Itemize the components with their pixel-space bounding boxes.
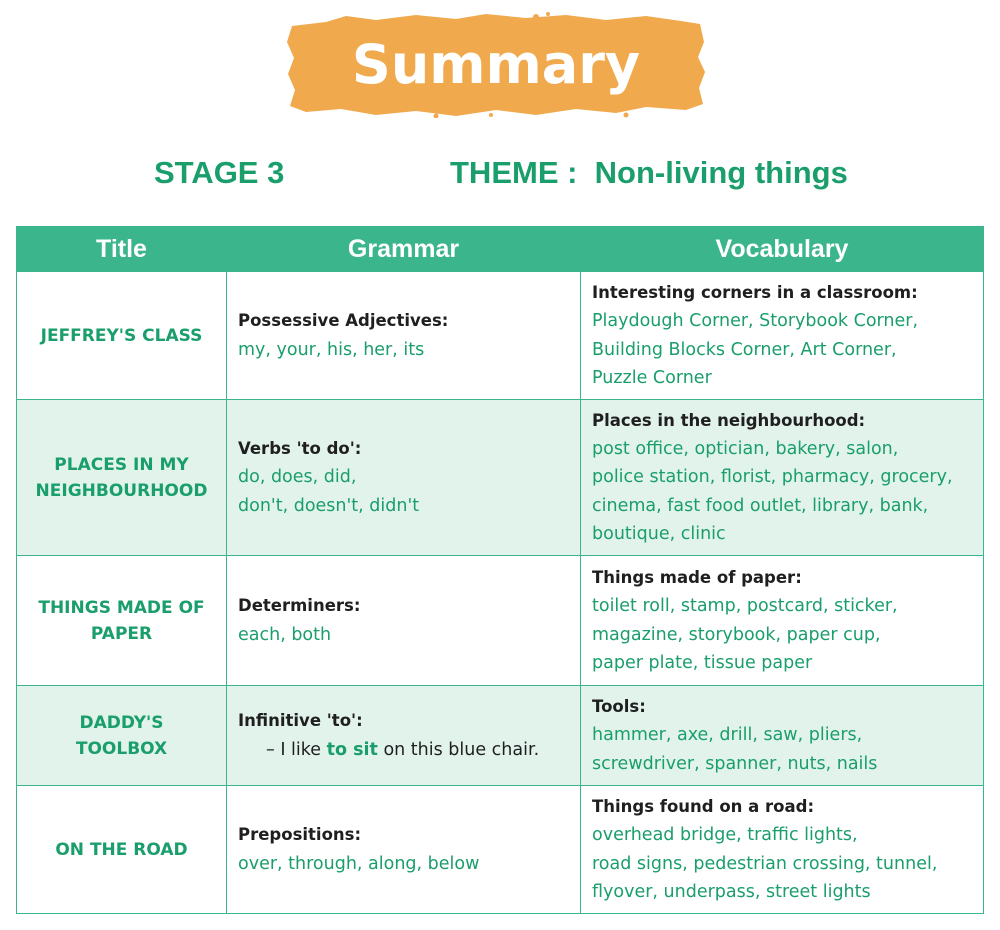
vocabulary-cell xyxy=(581,556,984,686)
row-title: ON THE ROAD xyxy=(17,786,227,914)
column-header-grammar: Grammar xyxy=(227,227,581,272)
theme-label: THEME : xyxy=(450,155,578,190)
stage-label: STAGE 3 xyxy=(154,155,285,190)
row-title: JEFFREY'S CLASS xyxy=(17,272,227,400)
vocabulary-heading: Things found on a road: xyxy=(592,796,815,816)
row-title: DADDY'S TOOLBOX xyxy=(17,686,227,786)
table-header-row xyxy=(17,227,984,272)
vocabulary-line: Puzzle Corner xyxy=(592,367,712,388)
vocabulary-line: police station, florist, pharmacy, grocery, xyxy=(592,467,953,488)
example-prefix: – I like xyxy=(266,739,327,760)
vocabulary-line: paper plate, tissue paper xyxy=(592,652,813,673)
grammar-cell xyxy=(227,786,581,914)
vocabulary-line: Playdough Corner, Storybook Corner, xyxy=(592,311,919,332)
grammar-line: don't, doesn't, didn't xyxy=(238,495,420,516)
vocabulary-line: magazine, storybook, paper cup, xyxy=(592,624,881,645)
grammar-line: do, does, did, xyxy=(238,467,357,488)
theme-value: Non-living things xyxy=(594,155,848,190)
summary-banner xyxy=(286,12,706,118)
row-title: THINGS MADE OF PAPER xyxy=(17,556,227,686)
grammar-line: over, through, along, below xyxy=(238,853,480,874)
row-title: PLACES IN MY NEIGHBOURHOOD xyxy=(17,400,227,556)
banner-title: Summary xyxy=(351,33,641,96)
vocabulary-line: hammer, axe, drill, saw, pliers, xyxy=(592,725,863,746)
vocabulary-line: cinema, fast food outlet, library, bank, xyxy=(592,495,929,516)
table-row xyxy=(17,556,984,686)
vocabulary-line: post office, optician, bakery, salon, xyxy=(592,439,899,460)
summary-table xyxy=(16,226,984,914)
column-header-vocabulary: Vocabulary xyxy=(581,227,984,272)
grammar-cell xyxy=(227,400,581,556)
vocabulary-line: toilet roll, stamp, postcard, sticker, xyxy=(592,596,898,617)
table-row xyxy=(17,786,984,914)
column-header-title: Title xyxy=(17,227,227,272)
grammar-heading: Prepositions: xyxy=(238,825,362,845)
vocabulary-line: screwdriver, spanner, nuts, nails xyxy=(592,753,878,774)
example-highlight: to sit xyxy=(326,739,378,760)
grammar-heading: Possessive Adjectives: xyxy=(238,311,449,331)
table-row xyxy=(17,272,984,400)
vocabulary-cell xyxy=(581,400,984,556)
grammar-line: my, your, his, her, its xyxy=(238,339,425,360)
grammar-cell xyxy=(227,272,581,400)
grammar-cell xyxy=(227,686,581,786)
vocabulary-cell xyxy=(581,272,984,400)
example-suffix: on this blue chair. xyxy=(377,739,540,760)
grammar-heading: Determiners: xyxy=(238,596,361,616)
grammar-heading: Verbs 'to do': xyxy=(238,439,362,459)
vocabulary-line: Building Blocks Corner, Art Corner, xyxy=(592,339,897,360)
grammar-cell xyxy=(227,556,581,686)
vocabulary-line: flyover, underpass, street lights xyxy=(592,881,871,902)
grammar-example xyxy=(238,736,569,764)
vocabulary-cell xyxy=(581,786,984,914)
vocabulary-line: boutique, clinic xyxy=(592,523,726,544)
vocabulary-heading: Tools: xyxy=(592,697,646,717)
table-row xyxy=(17,400,984,556)
theme-heading xyxy=(450,155,848,191)
vocabulary-heading: Interesting corners in a classroom: xyxy=(592,282,918,302)
vocabulary-line: overhead bridge, traffic lights, xyxy=(592,825,858,846)
table-row xyxy=(17,686,984,786)
vocabulary-cell xyxy=(581,686,984,786)
vocabulary-heading: Things made of paper: xyxy=(592,567,802,587)
vocabulary-line: road signs, pedestrian crossing, tunnel, xyxy=(592,853,938,874)
grammar-heading: Infinitive 'to': xyxy=(238,711,363,731)
grammar-line: each, both xyxy=(238,624,332,645)
vocabulary-heading: Places in the neighbourhood: xyxy=(592,410,866,430)
